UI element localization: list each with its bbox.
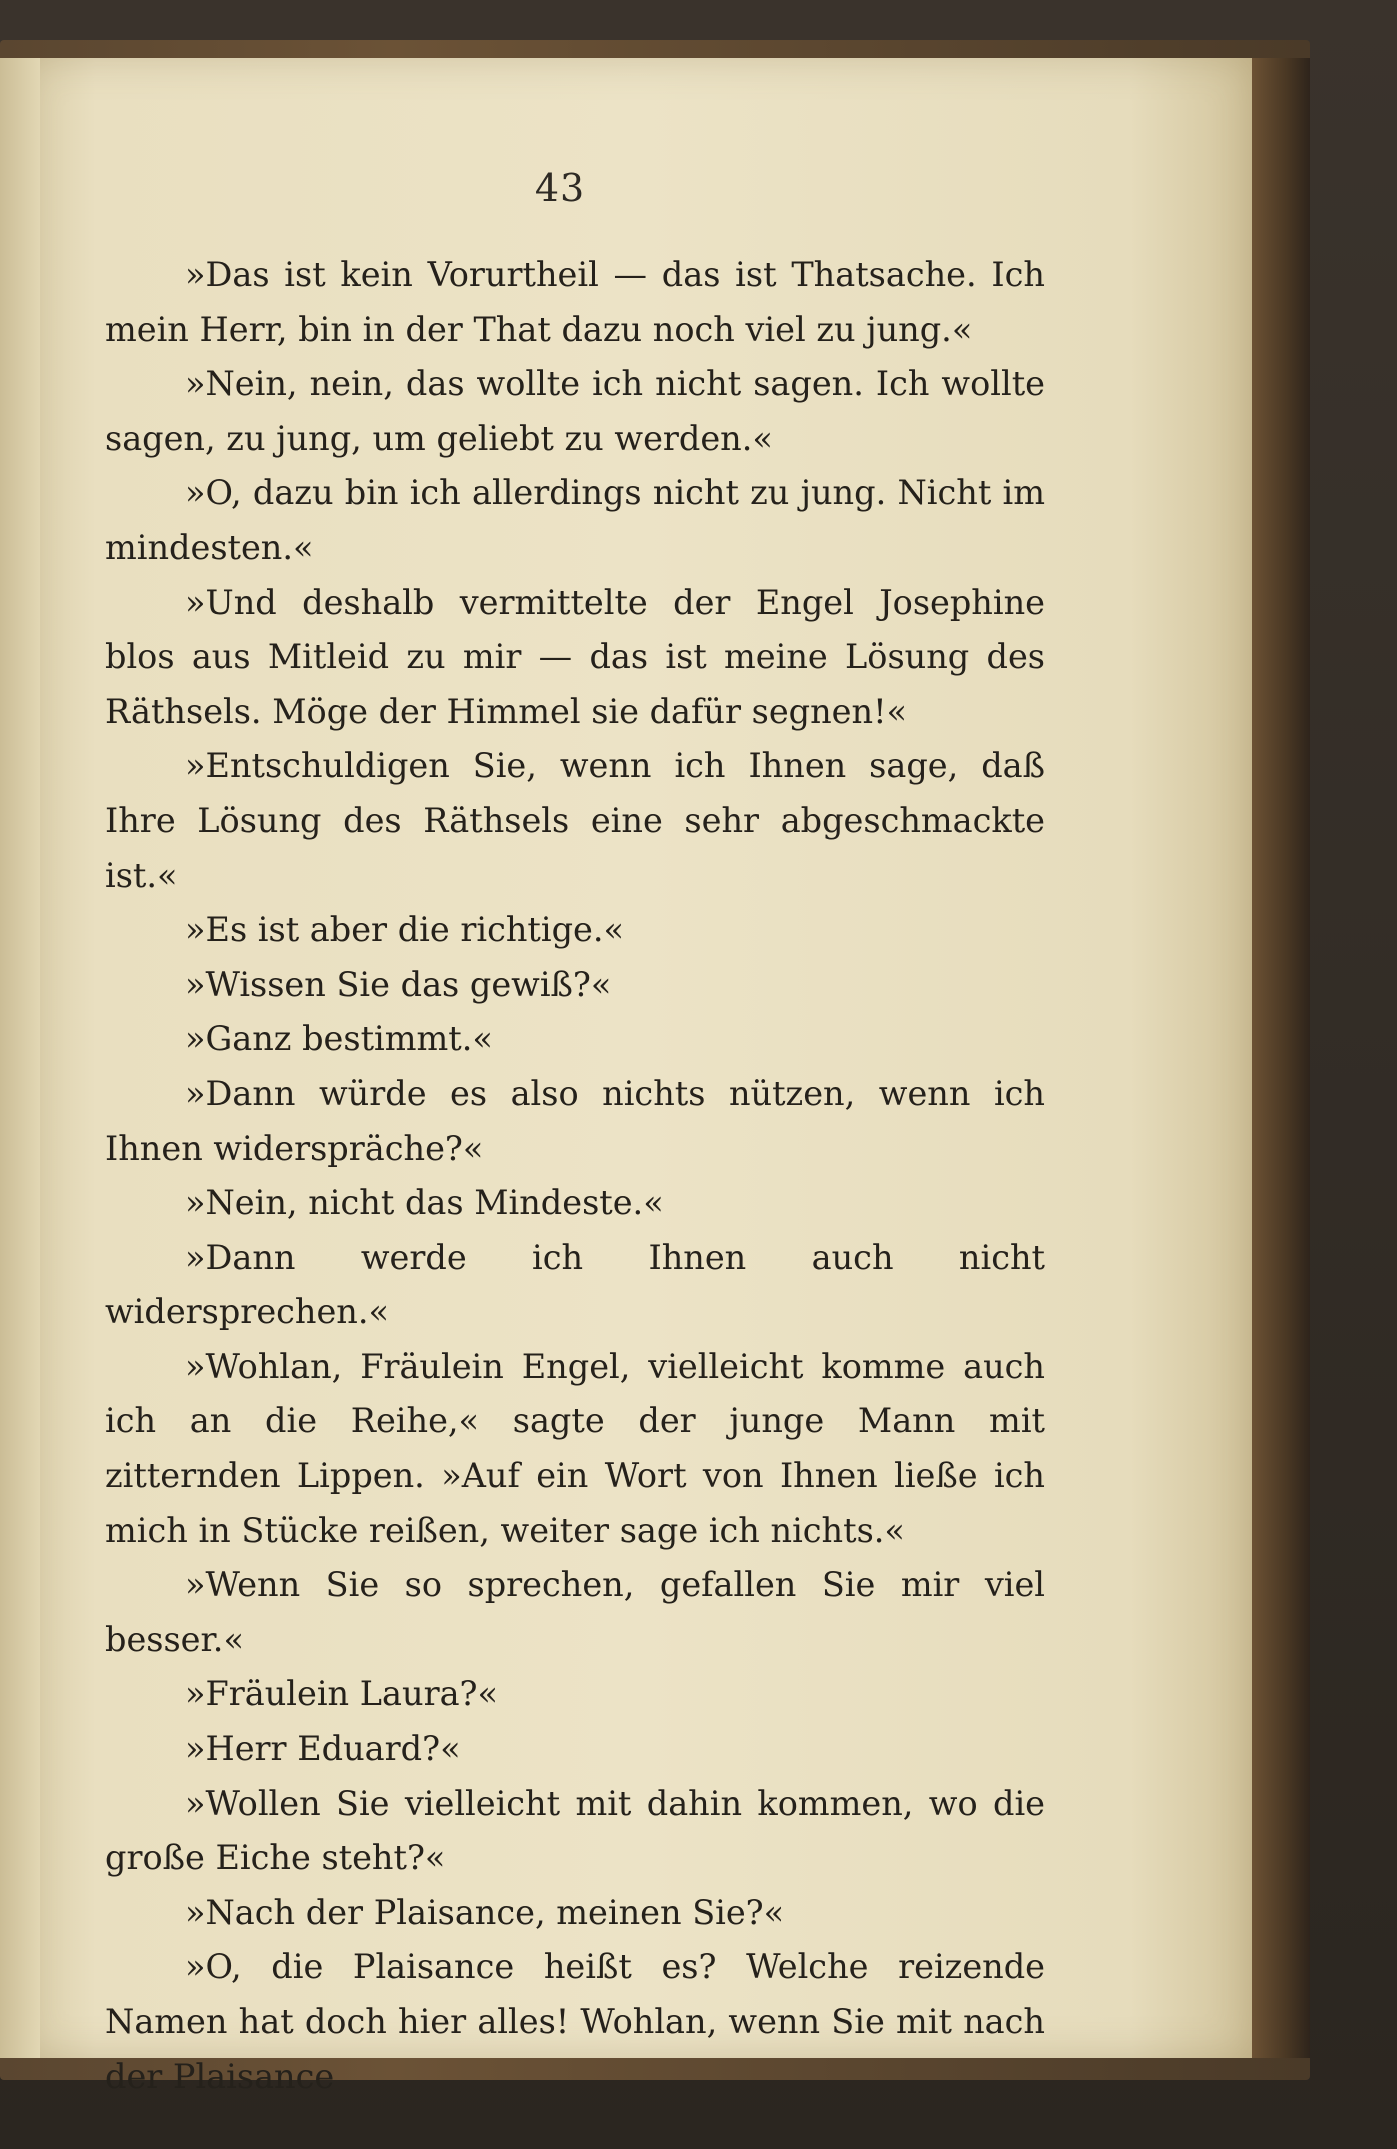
- paragraph: »Und deshalb vermittelte der Engel Josephine blos aus Mitleid zu mir — das ist meine Lösung des Räthsels. Möge der Himmel sie dafür segnen!«: [105, 582, 1045, 731]
- paragraph: »Herr Eduard?«: [185, 1729, 461, 1769]
- paragraph: »Nach der Plaisance, meinen Sie?«: [185, 1892, 785, 1932]
- paragraph: »Dann werde ich Ihnen auch nicht widersprechen.«: [105, 1237, 1045, 1332]
- paragraph: »O, dazu bin ich allerdings nicht zu jung. Nicht im mindesten.«: [105, 473, 1045, 567]
- book-edge: [1250, 58, 1310, 2058]
- paragraph: »Dann würde es also nichts nützen, wenn ich Ihnen widerspräche?«: [105, 1073, 1045, 1168]
- paragraph: »Nein, nein, das wollte ich nicht sagen. Ich wollte sagen, zu jung, um geliebt zu werden.«: [105, 364, 1045, 458]
- book-gutter: [0, 58, 40, 2058]
- body-text: [105, 248, 1045, 2104]
- paragraph: »Wissen Sie das gewiß?«: [185, 964, 612, 1004]
- paragraph: »Wohlan, Fräulein Engel, vielleicht komme auch ich an die Reihe,« sagte der junge Mann mit zitternden Lippen. »Auf ein Wort von Ihnen ließe ich mich in Stücke reißen, weiter sage ich nichts.«: [105, 1346, 1045, 1550]
- paragraph: »Wenn Sie so sprechen, gefallen Sie mir viel besser.«: [105, 1565, 1045, 1659]
- paragraph: »Es ist aber die richtige.«: [185, 910, 625, 950]
- paragraph: »Fräulein Laura?«: [185, 1674, 499, 1714]
- paragraph: »O, die Plaisance heißt es? Welche reizende Namen hat doch hier alles! Wohlan, wenn Sie mit nach der Plaisance: [105, 1947, 1045, 2096]
- paragraph: »Das ist kein Vorurtheil — das ist Thatsache. Ich mein Herr, bin in der That dazu noch viel zu jung.«: [105, 255, 1045, 349]
- paragraph: »Entschuldigen Sie, wenn ich Ihnen sage, daß Ihre Lösung des Räthsels eine sehr abgeschmackte ist.«: [105, 746, 1045, 895]
- paragraph: »Wollen Sie vielleicht mit dahin kommen, wo die große Eiche steht?«: [105, 1783, 1045, 1878]
- page-number: 43: [534, 166, 586, 210]
- paragraph: »Nein, nicht das Mindeste.«: [185, 1183, 664, 1223]
- paragraph: »Ganz bestimmt.«: [185, 1019, 493, 1059]
